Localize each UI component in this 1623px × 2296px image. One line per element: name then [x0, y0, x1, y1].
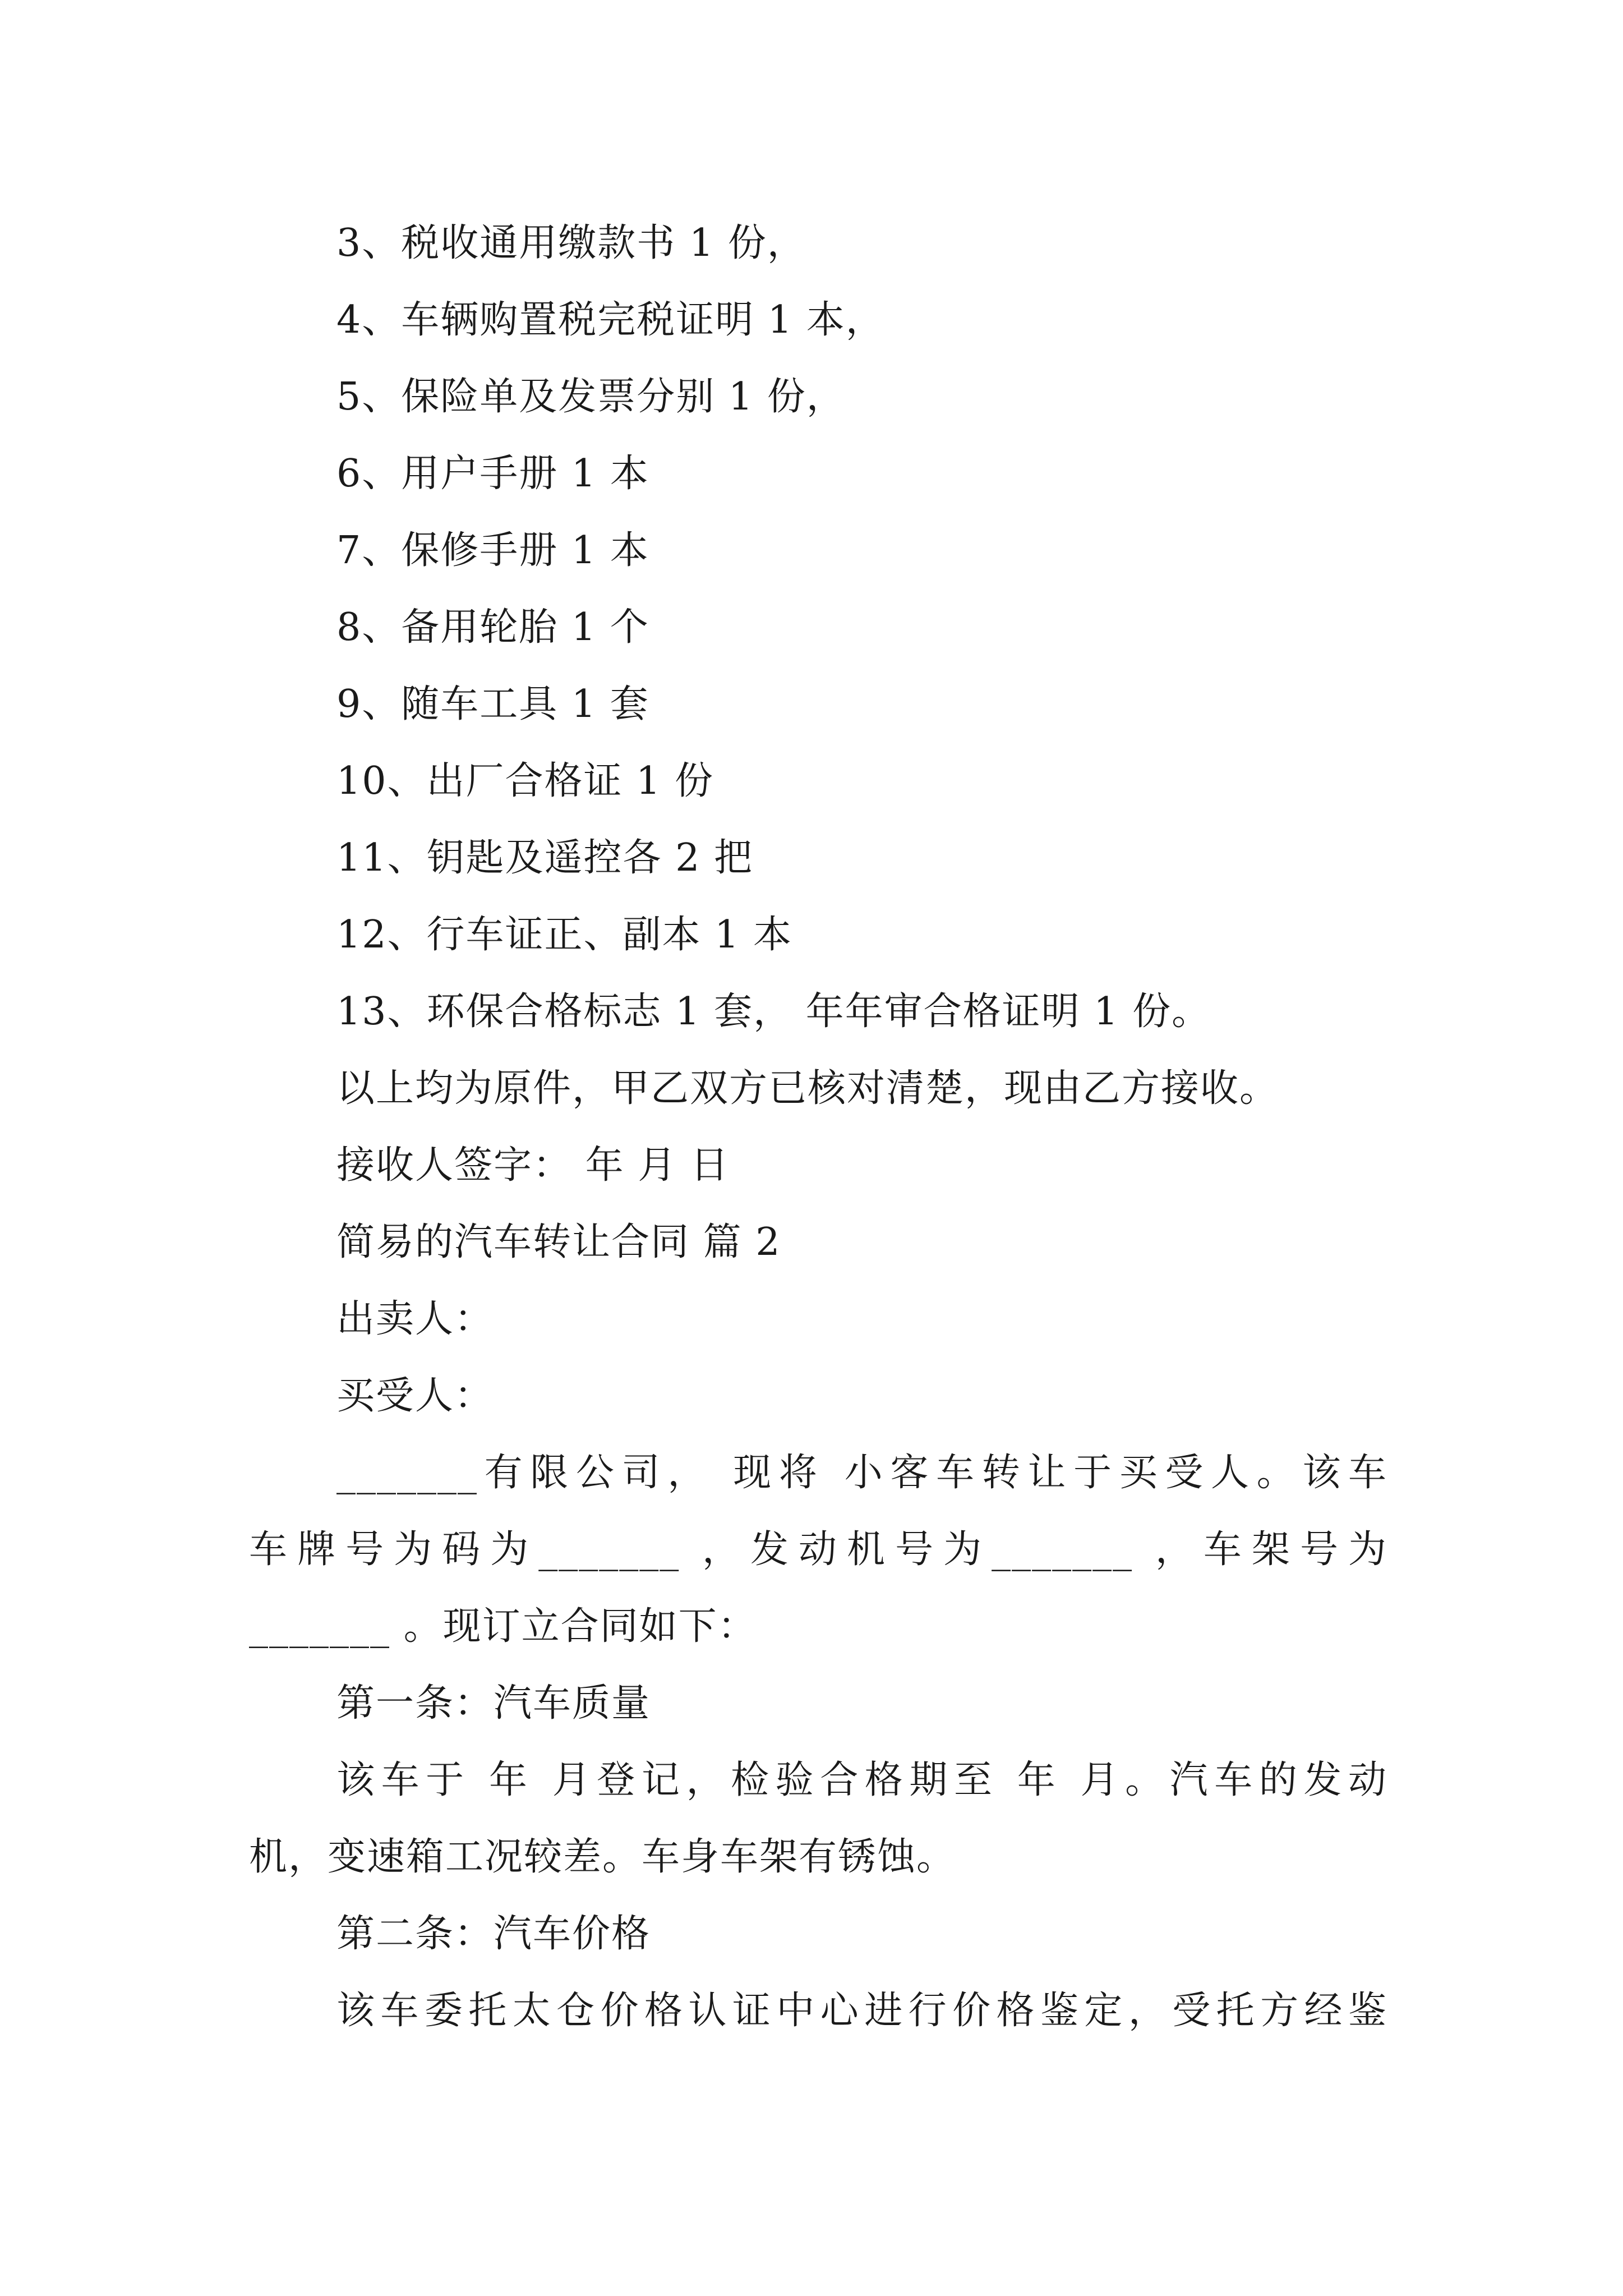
section-title: 简易的汽车转让合同 篇 2 — [336, 1220, 781, 1264]
list-item-11: 11、钥匙及遥控各 2 把 — [336, 836, 754, 880]
article-1-line-2: 机，变速箱工况较差。车身车架有锈蚀。 — [249, 1835, 956, 1879]
seller-label: 出卖人： — [336, 1297, 494, 1341]
list-item-12: 12、行车证正、副本 1 本 — [336, 913, 793, 957]
list-item-13: 13、环保合格标志 1 套， 年年审合格证明 1 份。 — [336, 990, 1211, 1034]
article-2-line-1: 该车委托太仓价格认证中心进行价格鉴定，受托方经鉴 — [336, 1989, 1387, 2033]
receiver-signature: 接收人签字： 年 月 日 — [336, 1143, 730, 1188]
intro-line-2: 车牌号为码为_______ ，发动机号为_______ ，车架号为 — [249, 1527, 1387, 1572]
list-item-8: 8、备用轮胎 1 个 — [336, 605, 649, 650]
article-2-title: 第二条：汽车价格 — [336, 1912, 651, 1956]
intro-line-1: _______有限公司， 现将 小客车转让于买受人。该车 — [336, 1451, 1387, 1495]
list-item-10: 10、出厂合格证 1 份 — [336, 759, 714, 803]
list-item-3: 3、税收通用缴款书 1 份， — [336, 221, 806, 265]
list-item-5: 5、保险单及发票分别 1 份， — [336, 375, 846, 419]
article-1-line-1: 该车于 年 月登记，检验合格期至 年 月。汽车的发动 — [336, 1758, 1387, 1802]
list-item-6: 6、用户手册 1 本 — [336, 452, 649, 496]
confirmation-text: 以上均为原件，甲乙双方已核对清楚，现由乙方接收。 — [336, 1066, 1279, 1111]
list-item-9: 9、随车工具 1 套 — [336, 682, 649, 726]
buyer-label: 买受人： — [336, 1374, 494, 1418]
article-1-title: 第一条：汽车质量 — [336, 1681, 651, 1726]
list-item-4: 4、车辆购置税完税证明 1 本， — [336, 298, 885, 342]
intro-line-3: _______ 。现订立合同如下： — [249, 1604, 757, 1649]
list-item-7: 7、保修手册 1 本 — [336, 528, 649, 573]
